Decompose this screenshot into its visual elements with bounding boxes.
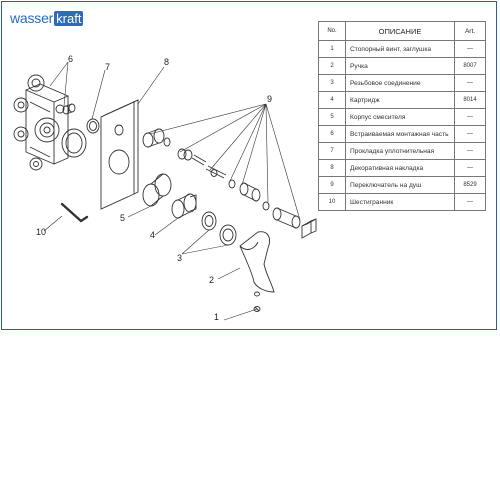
part-decorative-plate [101,100,138,209]
cell-article: — [455,109,486,126]
table-row [319,143,486,160]
cell-description: Стопорный винт, заглушка [346,41,455,58]
cell-article: — [455,160,486,177]
table-row [319,160,486,177]
cell-description: Прокладка уплотнительная [346,143,455,160]
cell-article: — [455,194,486,211]
cell-number: 6 [319,126,346,143]
callout-4: 4 [150,230,156,240]
cell-description: Ручка [346,58,455,75]
brand-logo-badge: kraft [56,10,82,26]
table-row [319,75,486,92]
table-row [319,92,486,109]
cell-article: — [455,41,486,58]
table-row [319,194,486,211]
table-row [319,177,486,194]
part-hex-key [62,204,87,221]
part-handle [240,232,274,292]
cell-number: 2 [319,58,346,75]
part-threaded-connection [202,212,236,245]
cell-article: — [455,75,486,92]
table-header-row [319,22,486,41]
callout-7: 7 [105,62,111,72]
leader-lines [44,62,300,320]
callout-2: 2 [209,275,215,285]
header-number: No. [319,22,346,41]
drawing-frame [1,1,497,330]
cell-number: 1 [319,41,346,58]
callout-6: 6 [68,54,74,64]
callout-10: 10 [36,227,47,237]
cell-number: 4 [319,92,346,109]
callout-9: 9 [267,94,273,104]
callout-8: 8 [164,57,170,67]
callout-1: 1 [214,312,220,322]
cell-description: Корпус смесителя [346,109,455,126]
cell-number: 10 [319,194,346,211]
header-article: Art. [455,22,486,41]
part-mixer-housing [143,174,171,206]
cell-article: — [455,143,486,160]
part-set-screw [254,292,260,312]
cell-article: 8007 [455,58,486,75]
table-row [319,58,486,75]
table-row [319,41,486,58]
cell-number: 8 [319,160,346,177]
callout-3: 3 [177,253,183,263]
cell-description: Переключатель на душ [346,177,455,194]
parts-table [318,21,486,211]
cell-description: Шестигранник [346,194,455,211]
cell-number: 3 [319,75,346,92]
part-shower-diverter [143,129,316,238]
table-row [319,126,486,143]
part-small-nipple [63,104,75,114]
cell-number: 9 [319,177,346,194]
part-cartridge [172,194,196,218]
cell-description: Картридж [346,92,455,109]
cell-number: 7 [319,143,346,160]
header-description: ОПИСАНИЕ [346,22,455,41]
cell-number: 5 [319,109,346,126]
cell-article: — [455,126,486,143]
table-row [319,109,486,126]
cell-article: 8529 [455,177,486,194]
cell-article: 8014 [455,92,486,109]
cell-description: Декоративная накладка [346,160,455,177]
brand-logo-text: wasser [10,10,54,26]
part-mounting-body [14,75,68,170]
callout-labels [36,54,272,322]
cell-description: Встраиваемая монтажная часть [346,126,455,143]
cell-description: Резьбовое соединение [346,75,455,92]
callout-5: 5 [120,213,126,223]
